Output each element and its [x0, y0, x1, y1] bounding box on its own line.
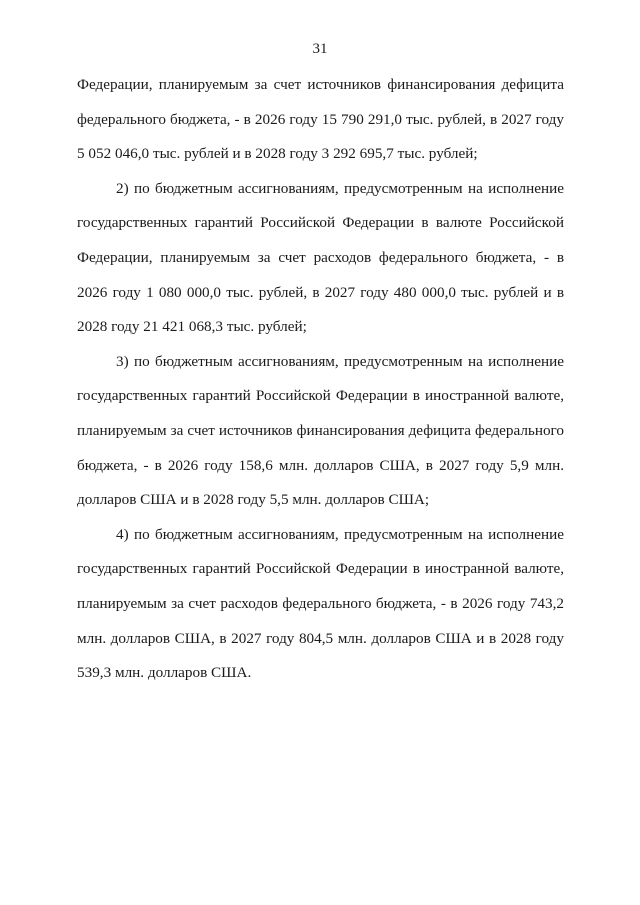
text-line: 539,3 млн. долларов США.	[77, 664, 252, 682]
text-line: планируемым за счет расходов федерального бюджета, - в 2026 году 743,2	[77, 594, 564, 612]
text-line: 2) по бюджетным ассигнованиям, предусмотренным на исполнение	[116, 179, 564, 197]
text-line: государственных гарантий Российской Федерации в иностранной валюте,	[77, 560, 564, 578]
text-line: 5 052 046,0 тыс. рублей и в 2028 году 3 292 695,7 тыс. рублей;	[77, 145, 478, 163]
text-line: долларов США и в 2028 году 5,5 млн. долларов США;	[77, 491, 430, 509]
text-line: бюджета, - в 2026 году 158,6 млн. долларов США, в 2027 году 5,9 млн.	[77, 456, 564, 474]
page-number: 31	[312, 41, 328, 57]
paragraph-2	[77, 179, 564, 352]
text-line: планируемым за счет источников финансирования дефицита федерального	[77, 421, 564, 439]
paragraph-3	[77, 352, 564, 525]
text-line: 4) по бюджетным ассигнованиям, предусмотренным на исполнение	[116, 525, 564, 543]
text-line: государственных гарантий Российской Федерации в валюте Российской	[77, 214, 564, 232]
text-line: 2026 году 1 080 000,0 тыс. рублей, в 2027 году 480 000,0 тыс. рублей и в	[77, 283, 564, 301]
paragraph-4	[77, 525, 564, 698]
text-line: Федерации, планируемым за счет расходов федерального бюджета, - в	[77, 248, 564, 266]
text-line: 2028 году 21 421 068,3 тыс. рублей;	[77, 318, 307, 336]
document-body	[77, 75, 564, 698]
text-line: Федерации, планируемым за счет источников финансирования дефицита	[77, 76, 564, 93]
paragraph-1	[77, 75, 564, 179]
text-line: федерального бюджета, - в 2026 году 15 790 291,0 тыс. рублей, в 2027 году	[77, 110, 564, 128]
text-line: млн. долларов США, в 2027 году 804,5 млн. долларов США и в 2028 году	[77, 629, 564, 647]
text-line: государственных гарантий Российской Федерации в иностранной валюте,	[77, 387, 564, 405]
text-line: 3) по бюджетным ассигнованиям, предусмотренным на исполнение	[116, 352, 564, 370]
